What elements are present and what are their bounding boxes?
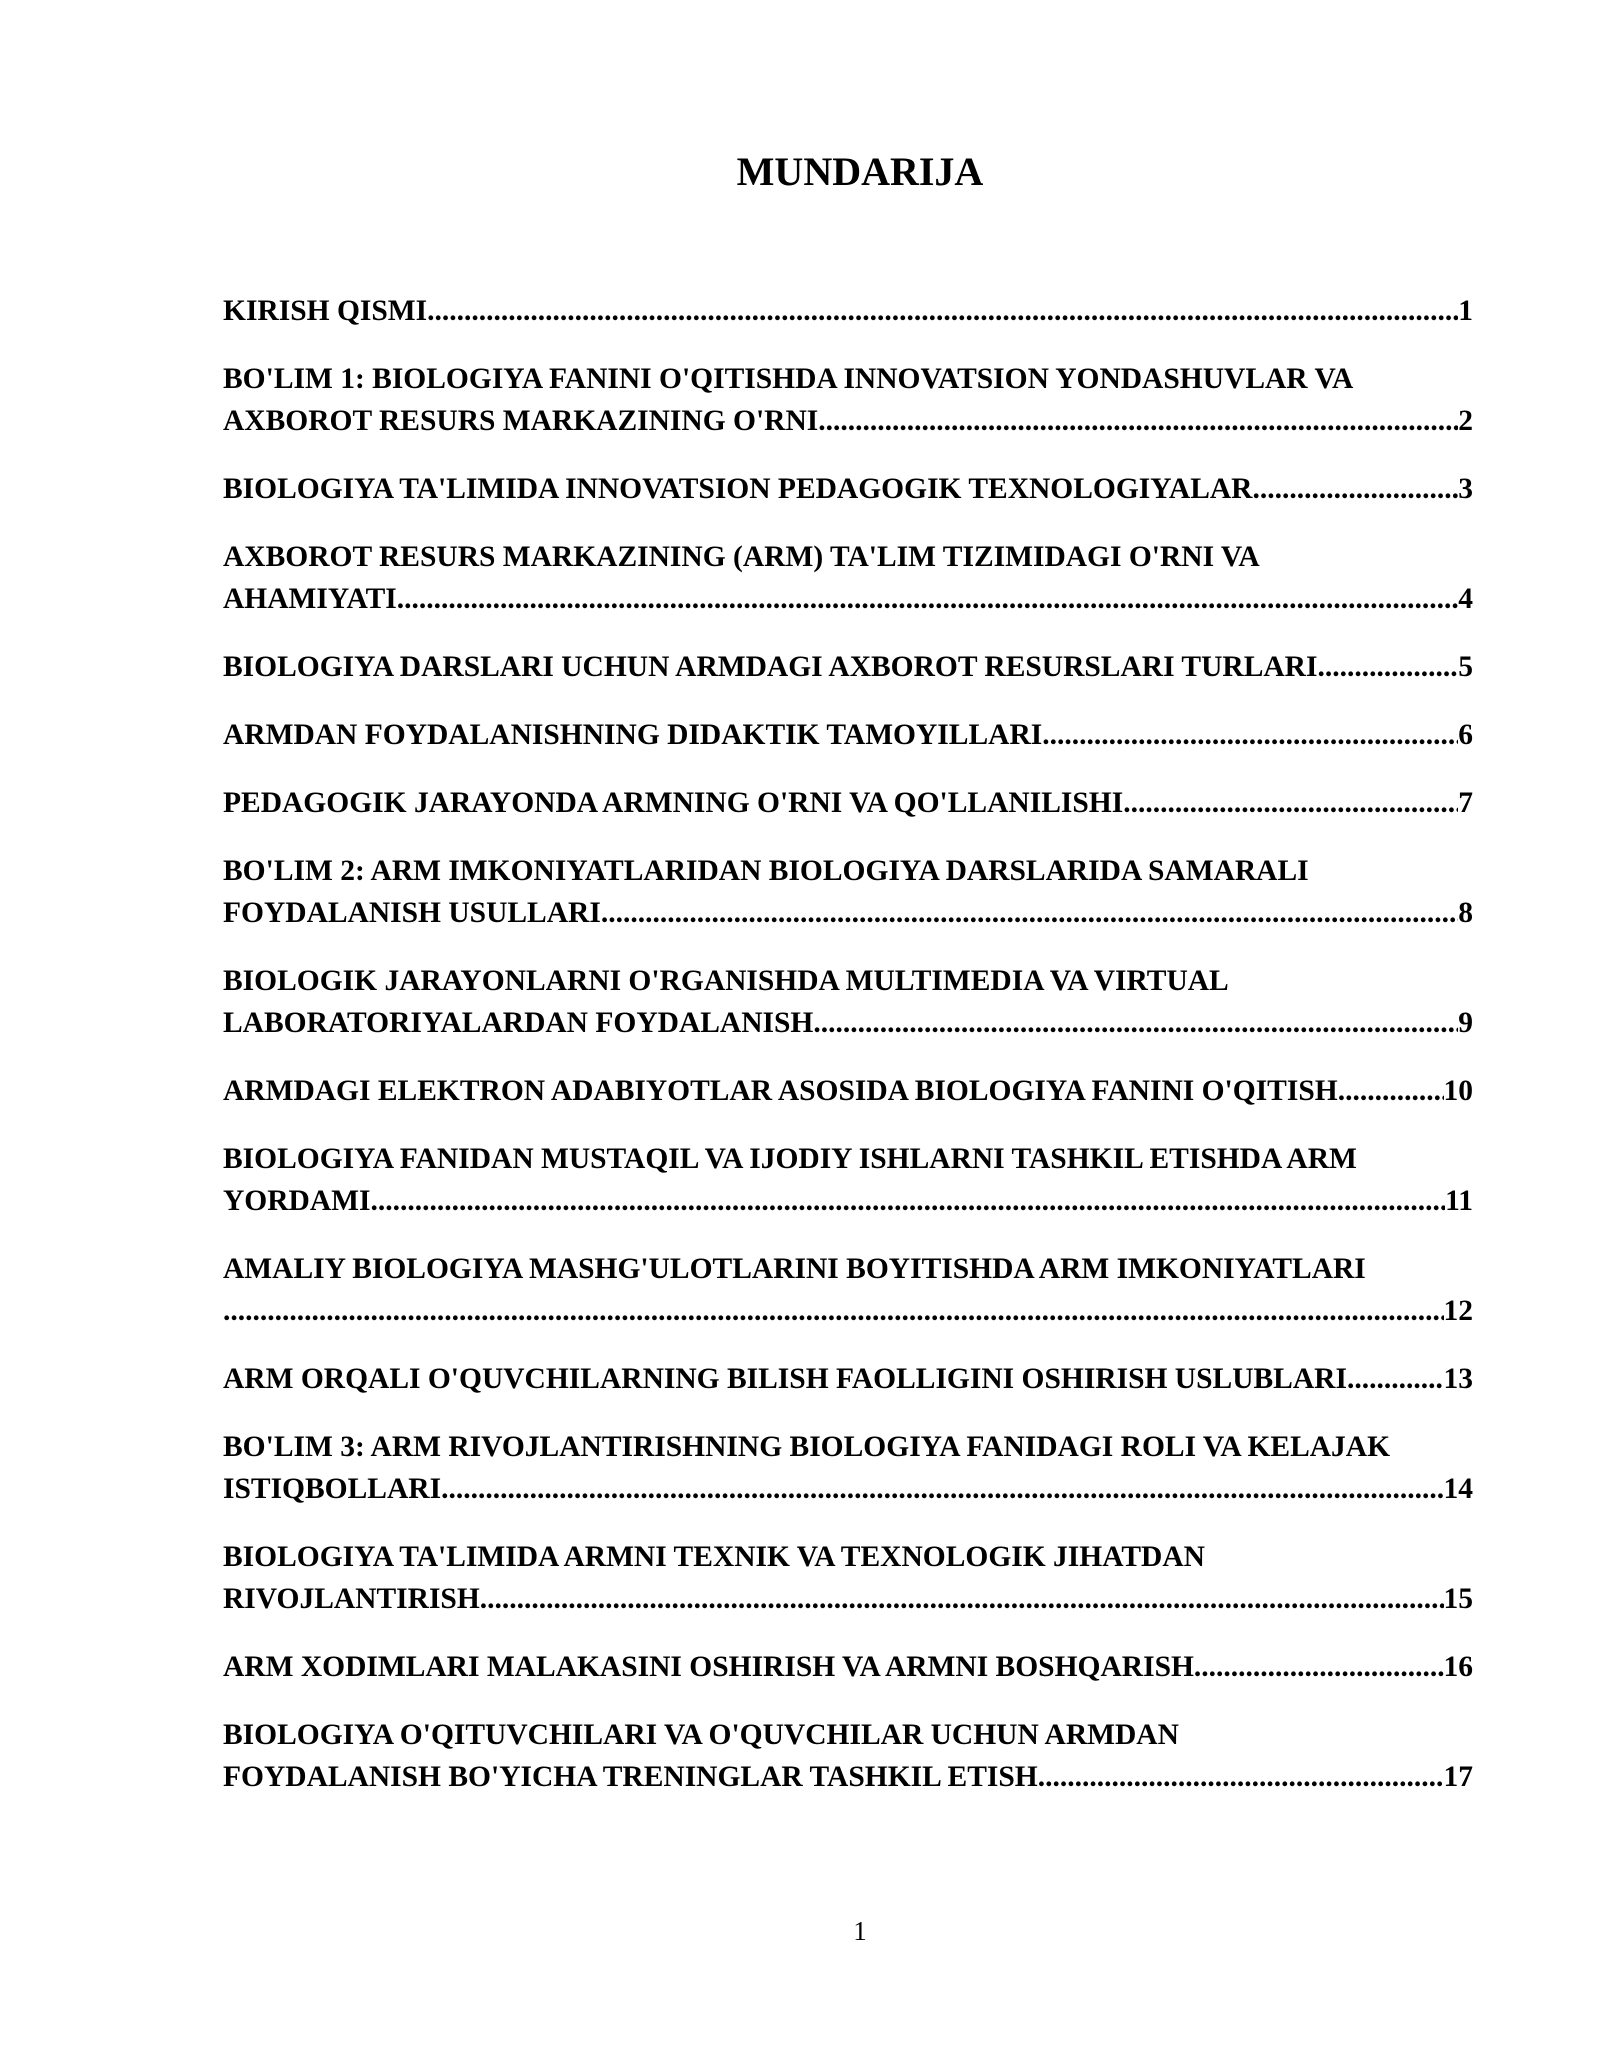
toc-dot-leader (441, 1468, 1443, 1510)
toc-dot-leader (397, 578, 1459, 620)
document-title: MUNDARIJA (736, 149, 984, 194)
toc-entry-title-line: BO'LIM 2: ARM IMKONIYATLARIDAN BIOLOGIYA DARSLARIDA SAMARALI (223, 855, 1309, 887)
page-number: 1 (853, 1916, 867, 1946)
toc-page-number: 8 (1458, 897, 1473, 929)
toc-dot-leader (371, 1180, 1446, 1222)
toc-entry[interactable] (223, 1426, 1473, 1510)
toc-entry[interactable] (223, 1358, 1473, 1400)
toc-entry-leader-line (223, 1002, 1473, 1044)
toc-page-number: 9 (1458, 1007, 1473, 1039)
toc-entry-title: LABORATORIYALARDAN FOYDALANISH (223, 1007, 814, 1039)
toc-entry-title: AHAMIYATI (223, 583, 397, 615)
toc-entry-title-line: AMALIY BIOLOGIYA MASHG'ULOTLARINI BOYITISHDA ARM IMKONIYATLARI (223, 1253, 1366, 1285)
toc-page-number: 4 (1458, 583, 1473, 615)
toc-dot-leader (1042, 714, 1458, 756)
toc-page-number: 16 (1443, 1651, 1473, 1683)
toc-entry-title-line: BO'LIM 1: BIOLOGIYA FANINI O'QITISHDA INNOVATSION YONDASHUVLAR VA (223, 363, 1354, 395)
toc-entry-title: KIRISH QISMI (223, 295, 428, 327)
toc-dot-leader (1194, 1646, 1444, 1688)
toc-entry-title: ARMDAN FOYDALANISHNING DIDAKTIK TAMOYILLARI (223, 719, 1043, 751)
toc-entry-title: BIOLOGIYA TA'LIMIDA INNOVATSION PEDAGOGIK TEXNOLOGIYALAR (223, 473, 1253, 505)
toc-dot-leader (427, 290, 1458, 332)
toc-dot-leader (1338, 1070, 1444, 1112)
toc-entry-leader-line (223, 1070, 1473, 1112)
table-of-contents (223, 290, 1473, 1824)
toc-page-number: 17 (1443, 1761, 1473, 1793)
toc-entry-leader-line (223, 1646, 1473, 1688)
toc-entry-leader-line (223, 782, 1473, 824)
toc-entry-leader-line (223, 1358, 1473, 1400)
toc-dot-leader (1252, 468, 1458, 510)
toc-dot-leader (818, 400, 1458, 442)
toc-dot-leader (1123, 782, 1458, 824)
toc-entry[interactable] (223, 960, 1473, 1044)
toc-page-number: 7 (1458, 787, 1473, 819)
toc-entry-title: ISTIQBOLLARI (223, 1473, 442, 1505)
toc-entry-leader-line (223, 892, 1473, 934)
toc-entry[interactable] (223, 468, 1473, 510)
toc-dot-leader (813, 1002, 1458, 1044)
toc-page-number: 3 (1458, 473, 1473, 505)
toc-page-number: 10 (1443, 1075, 1473, 1107)
toc-page-number: 6 (1458, 719, 1473, 751)
toc-entry-title: FOYDALANISH BO'YICHA TRENINGLAR TASHKIL ETISH (223, 1761, 1038, 1793)
toc-entry-title-line: BO'LIM 3: ARM RIVOJLANTIRISHNING BIOLOGIYA FANIDAGI ROLI VA KELAJAK (223, 1431, 1391, 1463)
toc-entry-title: ARMDAGI ELEKTRON ADABIYOTLAR ASOSIDA BIOLOGIYA FANINI O'QITISH (223, 1075, 1338, 1107)
toc-dot-leader (1347, 1358, 1444, 1400)
toc-entry-title: YORDAMI (223, 1185, 371, 1217)
toc-entry[interactable] (223, 536, 1473, 620)
toc-entry-title: RIVOJLANTIRISH (223, 1583, 480, 1615)
toc-entry[interactable] (223, 290, 1473, 332)
toc-page-number: 2 (1458, 405, 1473, 437)
toc-page-number: 12 (1443, 1295, 1473, 1327)
toc-entry[interactable] (223, 1070, 1473, 1112)
toc-entry[interactable] (223, 1714, 1473, 1798)
toc-entry-title: ARM XODIMLARI MALAKASINI OSHIRISH VA ARMNI BOSHQARISH (223, 1651, 1194, 1683)
toc-entry-leader-line (223, 578, 1473, 620)
toc-page-number: 15 (1443, 1583, 1473, 1615)
toc-entry[interactable] (223, 850, 1473, 934)
toc-entry[interactable] (223, 1248, 1473, 1332)
toc-page-number: 11 (1445, 1185, 1473, 1217)
toc-entry-title: FOYDALANISH USULLARI (223, 897, 601, 929)
toc-entry-title-line: BIOLOGIYA FANIDAN MUSTAQIL VA IJODIY ISHLARNI TASHKIL ETISHDA ARM (223, 1143, 1357, 1175)
toc-dot-leader (1317, 646, 1458, 688)
toc-entry[interactable] (223, 646, 1473, 688)
toc-entry[interactable] (223, 782, 1473, 824)
toc-page-number: 1 (1458, 295, 1473, 327)
toc-dot-leader (480, 1578, 1444, 1620)
toc-entry[interactable] (223, 358, 1473, 442)
toc-page-number: 5 (1458, 651, 1473, 683)
toc-entry-title-line: BIOLOGIK JARAYONLARNI O'RGANISHDA MULTIMEDIA VA VIRTUAL (223, 965, 1229, 997)
toc-entry-title-line: AXBOROT RESURS MARKAZINING (ARM) TA'LIM TIZIMIDAGI O'RNI VA (223, 541, 1260, 573)
toc-entry-title: AXBOROT RESURS MARKAZINING O'RNI (223, 405, 819, 437)
toc-entry-title: BIOLOGIYA DARSLARI UCHUN ARMDAGI AXBOROT RESURSLARI TURLARI (223, 651, 1318, 683)
toc-dot-leader (1038, 1756, 1444, 1798)
toc-entry-leader-line (223, 1756, 1473, 1798)
toc-entry-leader-line (223, 468, 1473, 510)
toc-dot-leader (601, 892, 1458, 934)
toc-entry-leader-line (223, 1578, 1473, 1620)
toc-entry[interactable] (223, 1138, 1473, 1222)
toc-entry-leader-line (223, 400, 1473, 442)
toc-page-number: 13 (1443, 1363, 1473, 1395)
toc-entry-leader-line (223, 646, 1473, 688)
toc-entry-title: PEDAGOGIK JARAYONDA ARMNING O'RNI VA QO'LLANILISHI (223, 787, 1124, 819)
toc-entry-title-line: BIOLOGIYA TA'LIMIDA ARMNI TEXNIK VA TEXNOLOGIK JIHATDAN (223, 1541, 1205, 1573)
toc-dot-leader (223, 1290, 1444, 1332)
toc-entry-leader-line (223, 714, 1473, 756)
toc-entry-leader-line (223, 1290, 1473, 1332)
toc-entry[interactable] (223, 714, 1473, 756)
toc-entry-leader-line (223, 290, 1473, 332)
toc-entry[interactable] (223, 1646, 1473, 1688)
toc-entry[interactable] (223, 1536, 1473, 1620)
toc-entry-title: ARM ORQALI O'QUVCHILARNING BILISH FAOLLIGINI OSHIRISH USLUBLARI (223, 1363, 1347, 1395)
toc-entry-title-line: BIOLOGIYA O'QITUVCHILARI VA O'QUVCHILAR UCHUN ARMDAN (223, 1719, 1179, 1751)
toc-entry-leader-line (223, 1180, 1473, 1222)
toc-entry-leader-line (223, 1468, 1473, 1510)
toc-page-number: 14 (1443, 1473, 1473, 1505)
